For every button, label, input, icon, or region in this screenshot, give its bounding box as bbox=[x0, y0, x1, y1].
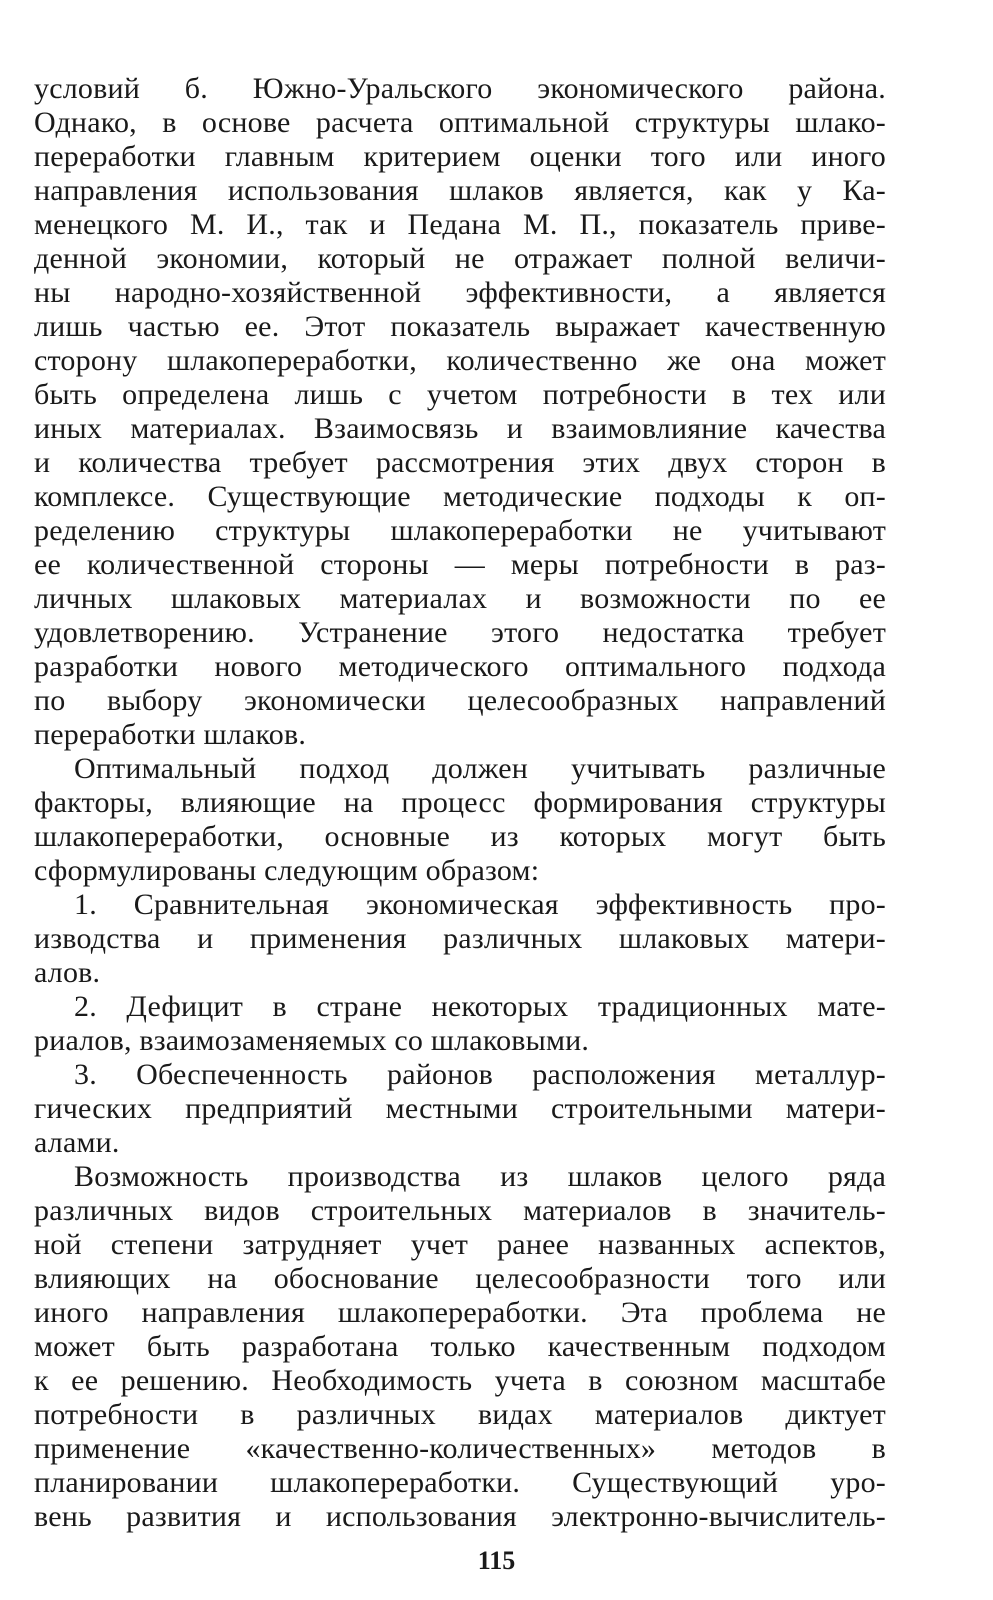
text-line: сформулированы следующим образом: bbox=[34, 854, 540, 887]
paragraph-first-line: Оптимальный подход должен учитывать различные bbox=[74, 752, 886, 785]
text-line: удовлетворению. Устранение этого недостатка требует bbox=[34, 616, 886, 649]
text-line: Однако, в основе расчета оптимальной структуры шлако- bbox=[34, 106, 886, 139]
list-item-line: гических предприятий местными строительными матери- bbox=[34, 1092, 886, 1125]
text-line: влияющих на обоснование целесообразности того или bbox=[34, 1262, 886, 1295]
text-line: может быть разработана только качественным подходом bbox=[34, 1330, 886, 1363]
list-item-line: 1. Сравнительная экономическая эффективность про- bbox=[74, 888, 886, 921]
list-item-line: алов. bbox=[34, 956, 101, 989]
text-line: по выбору экономически целесообразных направлений bbox=[34, 684, 886, 717]
text-line: разработки нового методического оптимального подхода bbox=[34, 650, 886, 683]
list-item-line: риалов, взаимозаменяемых со шлаковыми. bbox=[34, 1024, 590, 1057]
text-line: лишь частью ее. Этот показатель выражает качественную bbox=[34, 310, 886, 343]
text-line: сторону шлакопереработки, количественно же она может bbox=[34, 344, 886, 377]
text-line: переработки шлаков. bbox=[34, 718, 307, 751]
text-line: ределению структуры шлакопереработки не учитывают bbox=[34, 514, 886, 547]
text-line: ны народно-хозяйственной эффективности, а является bbox=[34, 276, 886, 309]
text-line: менецкого М. И., так и Педана М. П., показатель приве- bbox=[34, 208, 886, 241]
text-line: различных видов строительных материалов в значитель- bbox=[34, 1194, 886, 1227]
text-line: потребности в различных видах материалов диктует bbox=[34, 1398, 886, 1431]
text-line: факторы, влияющие на процесс формирования структуры bbox=[34, 786, 886, 819]
text-line: к ее решению. Необходимость учета в союзном масштабе bbox=[34, 1364, 886, 1397]
list-item-line: алами. bbox=[34, 1126, 120, 1159]
text-line: личных шлаковых материалах и возможности по ее bbox=[34, 582, 886, 615]
text-line: ее количественной стороны — меры потребности в раз- bbox=[34, 548, 886, 581]
text-line: иных материалах. Взаимосвязь и взаимовлияние качества bbox=[34, 412, 886, 445]
text-line: вень развития и использования электронно-вычислитель- bbox=[34, 1500, 886, 1533]
text-line: комплексе. Существующие методические подходы к оп- bbox=[34, 480, 886, 513]
text-line: шлакопереработки, основные из которых могут быть bbox=[34, 820, 886, 853]
text-line: применение «качественно-количественных» методов в bbox=[34, 1432, 886, 1465]
text-line: условий б. Южно-Уральского экономического района. bbox=[34, 72, 886, 105]
text-line: планировании шлакопереработки. Существующий уро- bbox=[34, 1466, 886, 1499]
list-item-line: 2. Дефицит в стране некоторых традиционных мате- bbox=[74, 990, 886, 1023]
text-line: переработки главным критерием оценки того или иного bbox=[34, 140, 886, 173]
page-number: 115 bbox=[477, 1546, 516, 1575]
list-item-line: изводства и применения различных шлаковых матери- bbox=[34, 922, 886, 955]
text-line: направления использования шлаков является, как у Ка- bbox=[34, 174, 886, 207]
paragraph-first-line: Возможность производства из шлаков целого ряда bbox=[74, 1160, 886, 1193]
text-line: и количества требует рассмотрения этих двух сторон в bbox=[34, 446, 886, 479]
text-line: быть определена лишь с учетом потребности в тех или bbox=[34, 378, 886, 411]
text-line: денной экономии, который не отражает полной величи- bbox=[34, 242, 886, 275]
list-item-line: 3. Обеспеченность районов расположения металлур- bbox=[74, 1058, 886, 1091]
text-line: ной степени затрудняет учет ранее названных аспектов, bbox=[34, 1228, 886, 1261]
text-line: иного направления шлакопереработки. Эта проблема не bbox=[34, 1296, 886, 1329]
